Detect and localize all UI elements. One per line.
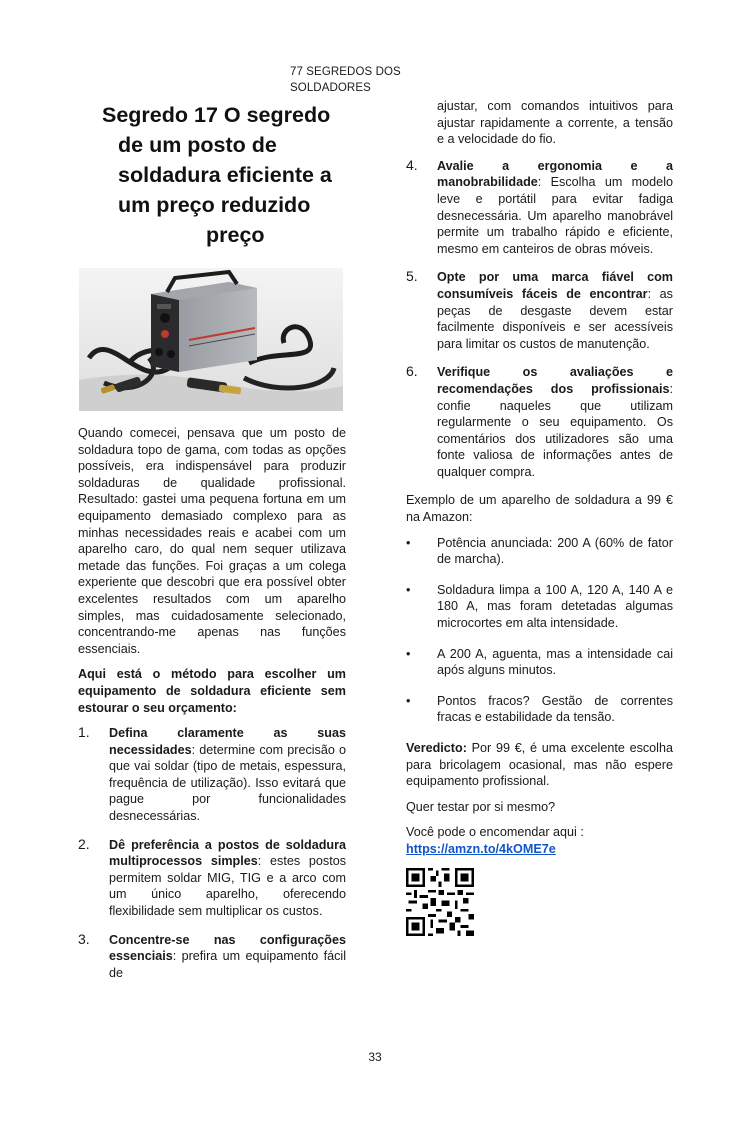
example-intro: Exemplo de um aparelho de soldadura a 99 € na Amazon: [406, 493, 673, 525]
list-item [406, 693, 673, 726]
bullet-icon: • [406, 646, 411, 661]
left-column [78, 100, 346, 993]
step-number: 3. [78, 930, 90, 947]
step-number: 6. [406, 363, 418, 380]
steps-list-right [406, 158, 673, 481]
bullet-text: A 200 A, aguenta, mas a intensidade cai após alguns minutos. [437, 646, 673, 678]
step-text: : as peças de desgaste devem estar facilmente disponíveis e ser acessíveis para limitar os custos de manutenção. [437, 286, 673, 351]
list-item [406, 364, 673, 480]
step-bold: Verifique os avaliações e recomendações dos profissionais [437, 365, 673, 396]
method-heading: Aqui está o método para escolher um equipamento de soldadura eficiente sem estourar o seu orçamento: [78, 667, 346, 715]
step-text: : prefira um equipamento fácil de [109, 949, 346, 980]
step-text: : determine com precisão o que vai soldar (tipo de metais, espessura, frequência de utilização). Isso evitará que pague por funcionalidades desnecessárias. [109, 742, 346, 824]
step-bold: Opte por uma marca fiável com consumíveis fáceis de encontrar [437, 270, 673, 301]
step-number: 2. [78, 835, 90, 852]
running-header: 77 SEGREDOS DOS SOLDADORES [290, 66, 401, 94]
qr-code-icon [406, 868, 474, 936]
step-bold: Defina claramente as suas necessidades [109, 726, 346, 757]
page-number: 33 [368, 1050, 382, 1064]
list-item [406, 646, 673, 679]
step-text: : estes postos permitem soldar MIG, TIG e a arco com um único aparelho, oferecendo flexibilidade sem multiplicar os custos. [109, 854, 347, 919]
verdict-label: Veredicto: [406, 741, 467, 755]
list-item [78, 932, 346, 982]
title-line-5: preço [206, 223, 265, 247]
steps-list-left [78, 725, 346, 981]
title-line-3: soldadura eficiente a [118, 163, 332, 187]
cta-text: Você pode o encomendar aqui : [406, 825, 584, 840]
step-bold: Avalie a ergonomia e a manobrabilidade [437, 158, 673, 190]
bullet-icon: • [406, 535, 411, 550]
step-number: 1. [78, 724, 90, 741]
title-line-1: Segredo 17 O segredo [102, 103, 331, 127]
list-item [78, 725, 346, 825]
step-number: 5. [406, 268, 418, 285]
list-item [406, 535, 673, 568]
bullet-icon: • [406, 693, 411, 708]
list-item [406, 582, 673, 632]
title-line-4: um preço reduzido [118, 193, 311, 217]
list-item [406, 158, 673, 258]
bullet-text: Pontos fracos? Gestão de correntes fracas e estabilidade da tensão. [437, 693, 673, 725]
step-3-continuation: ajustar, com comandos intuitivos para ajustar rapidamente a corrente, a tensão e a velocidade do fio. [437, 99, 673, 147]
step-bold: Dê preferência a postos de soldadura multiprocessos simples [109, 837, 346, 869]
right-column [406, 98, 673, 936]
bullet-icon: • [406, 582, 411, 597]
example-bullets [406, 535, 673, 726]
welding-machine-photo [79, 268, 343, 411]
list-item [78, 837, 346, 920]
step-text: : confie naqueles que utilizam regularmente o seu equipamento. Os comentários dos utilizadores são uma fonte valiosa de informações antes de qualquer compra. [437, 381, 673, 479]
verdict-text: Por 99 €, é uma excelente escolha para bricolagem ocasional, mas não espere equipamento profissional. [406, 741, 673, 789]
bullet-text: Potência anunciada: 200 A (60% de fator de marcha). [437, 535, 673, 567]
amazon-link[interactable]: https://amzn.to/4kOME7e [406, 841, 556, 856]
page-title [78, 100, 346, 250]
verdict [406, 740, 673, 790]
bullet-text: Soldadura limpa a 100 A, 120 A, 140 A e 180 A, mas foram detetadas algumas microcortes em alta intensidade. [437, 582, 673, 631]
step-number: 4. [406, 156, 418, 173]
step-bold: Concentre-se nas configurações essenciais [109, 932, 346, 964]
list-item [406, 269, 673, 352]
cta-question: Quer testar por si mesmo? [406, 799, 556, 814]
intro-paragraph: Quando comecei, pensava que um posto de soldadura topo de gama, com todas as opções possíveis, era indispensável para produzir soldaduras de qualidade profissional. Resultado: gastei uma pequena fortuna em um equipamento demasiado complexo para as minhas necessidades reais e acabei com um aparelho caro, do qual nem sequer utilizava metade das funções. Foi graças a um colega experiente que descobri que era possível obter excelentes resultados com um aparelho simples, mas cuidadosamente selecionado, concentrando-me apenas nas funções essenciais. [78, 426, 346, 656]
title-line-2: de um posto de [118, 133, 277, 157]
step-text: : Escolha um modelo leve e portátil para evitar fadiga desnecessária. Um aparelho manobrável permite um trabalho rápido e eficiente, mesmo em canteiros de obras móveis. [437, 175, 673, 256]
